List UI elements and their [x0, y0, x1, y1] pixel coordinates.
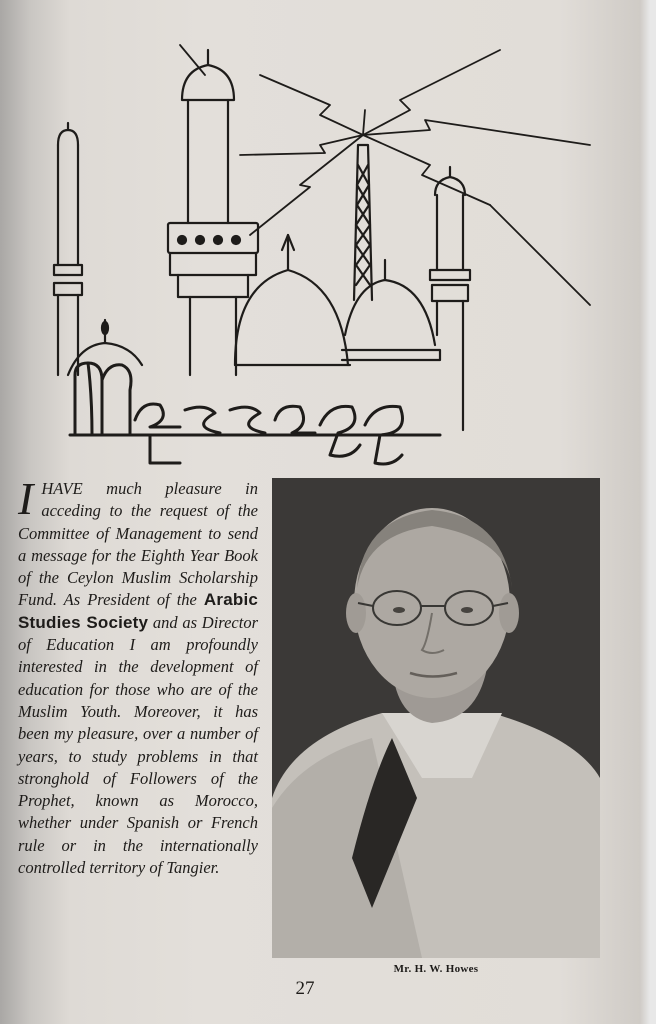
mosque-drawing	[30, 35, 630, 475]
message-body	[18, 473, 259, 879]
society-name: Arabic Studies Society	[18, 590, 259, 632]
portrait-photo	[272, 478, 600, 958]
photo-caption: Mr. H. W. Howes	[393, 963, 479, 975]
left-minaret	[54, 123, 82, 375]
small-dome	[342, 260, 440, 360]
large-dome	[235, 235, 350, 365]
lattice-spire	[354, 145, 372, 300]
right-minaret	[430, 167, 470, 430]
message-text-part1: HAVE much pleasure in acceding to the request of the Committee of Management to send a message for the Eighth Year Book of the Ceylon Muslim Scholarship Fund. As President of the	[18, 479, 258, 610]
calligraphy-word	[70, 363, 440, 464]
page-number: 27	[295, 978, 315, 999]
mosque-illustration	[30, 35, 630, 475]
drop-cap: I	[18, 473, 34, 524]
message-text-part2: and as Director of Education I am profoundly interested in the development of education for those who are of the Muslim Youth. Moreover, it has been my pleasure, over a number of years, to study problems in that stronghold of Followers of the Prophet, known as Morocco, whether under Spanish or French rule or in the internationally controlled territory of Tangier.	[18, 612, 258, 878]
tall-minaret	[168, 50, 258, 375]
portrait-illustration	[272, 478, 600, 958]
